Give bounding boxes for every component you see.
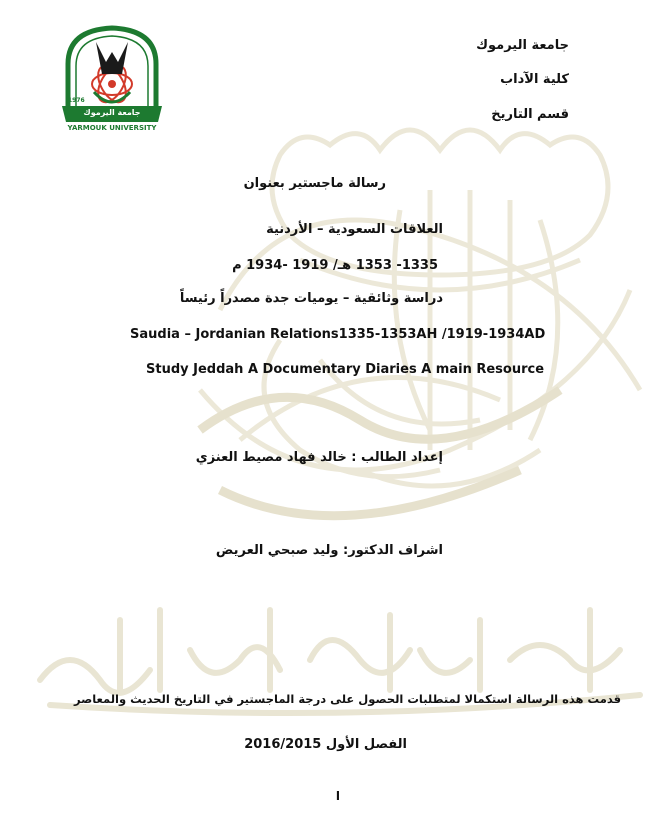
svg-text:جامعة اليرموك: جامعة اليرموك — [83, 108, 141, 117]
submission-statement: قدمت هذه الرسالة استكمالا لمتطلبات الحصول على درجة الماجستير في التاريخ الحديث والمعاصر — [73, 692, 621, 706]
supervisor-name: اشراف الدكتور: وليد صبحي العريض — [215, 543, 443, 558]
student-name: إعداد الطالب : خالد فهاد مصيط العنزي — [195, 450, 443, 465]
department-name: قسم التاريخ — [491, 107, 569, 122]
page-number: ا — [335, 789, 340, 803]
svg-text:YARMOUK UNIVERSITY: YARMOUK UNIVERSITY — [67, 124, 157, 132]
faculty-name: كلية الآداب — [500, 72, 569, 87]
svg-text:1976: 1976 — [68, 97, 85, 104]
date-range: 1335- 1353 هـ/ 1919 -1934 م — [232, 258, 438, 273]
english-title: Saudia – Jordanian Relations1335-1353AH /1919-1934AD — [130, 327, 546, 342]
thesis-heading: رسالة ماجستير بعنوان — [243, 176, 386, 191]
arabic-subtitle: دراسة وثائقية – يوميات جدة مصدراً رئيساً — [179, 291, 443, 306]
yarmouk-university-logo — [56, 22, 168, 132]
arabic-title: العلاقات السعودية – الأردنية — [266, 222, 443, 237]
semester-year: الفصل الأول 2016/2015 — [244, 737, 407, 752]
university-name: جامعة اليرموك — [476, 38, 569, 53]
english-subtitle: Study Jeddah A Documentary Diaries A main Resource — [146, 362, 545, 377]
